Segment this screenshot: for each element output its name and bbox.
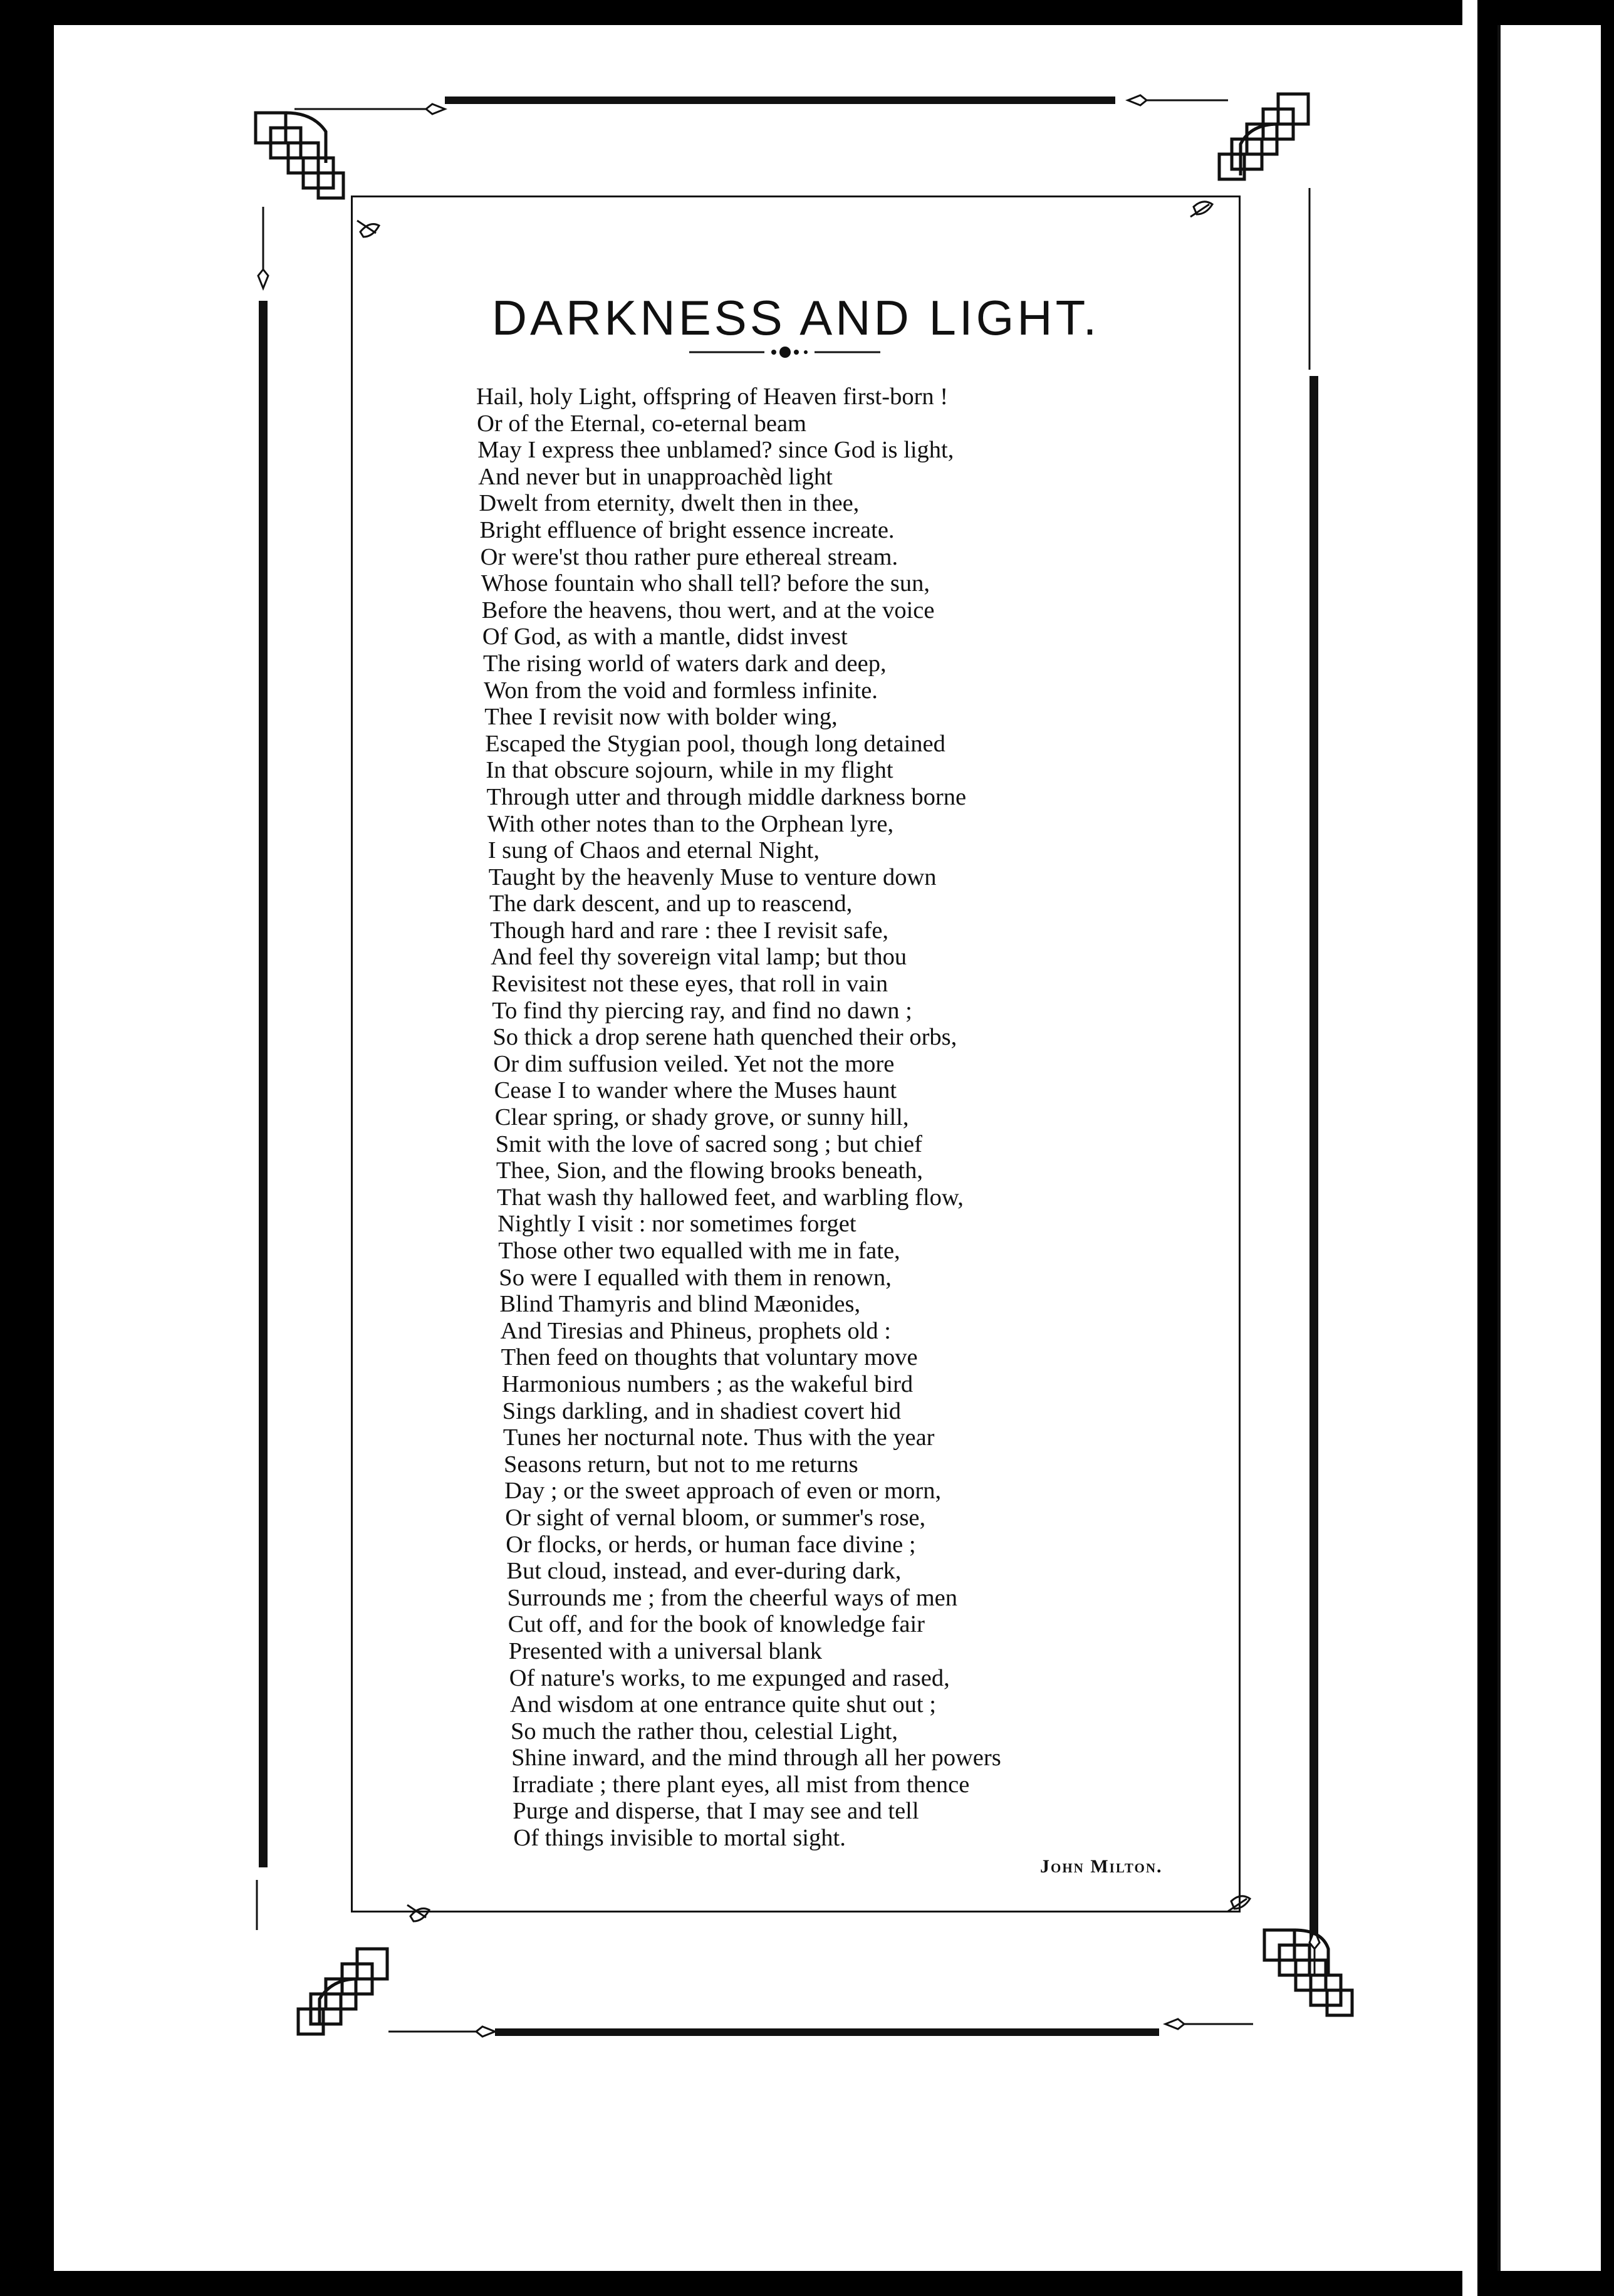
- poem-line: Purge and disperse, that I may see and tell: [513, 1798, 919, 1825]
- poem-line: Nightly I visit : nor sometimes forget: [497, 1211, 856, 1238]
- poem-line: Bright effluence of bright essence increate.: [479, 516, 895, 543]
- poem-line: And Tiresias and Phineus, prophets old :: [500, 1317, 892, 1344]
- poem-line: Taught by the heavenly Muse to venture down: [488, 864, 937, 890]
- poem-line: Or were'st thou rather pure ethereal stream.: [480, 543, 898, 570]
- poem-line: Smit with the love of sacred song ; but chief: [495, 1130, 922, 1157]
- poem-line: Cease I to wander where the Muses haunt: [494, 1077, 897, 1104]
- poem-line: Before the heavens, thou wert, and at the voice: [481, 597, 935, 624]
- bottom-rule: [495, 2028, 1159, 2036]
- poem-line: Won from the void and formless infinite.: [484, 677, 878, 704]
- left-rule: [259, 301, 268, 1867]
- poem-line: I sung of Chaos and eternal Night,: [487, 837, 820, 864]
- poem-line: Escaped the Stygian pool, though long detained: [485, 730, 945, 757]
- poem-line: Or flocks, or herds, or human face divine ;: [506, 1531, 916, 1558]
- poem-line: Dwelt from eternity, dwelt then in thee,: [479, 490, 860, 517]
- poem-title: DARKNESS AND LIGHT.: [491, 290, 1100, 346]
- corner-ornament-bottom-right: [1264, 1930, 1352, 2015]
- poem-line: Seasons return, but not to me returns: [504, 1451, 858, 1478]
- poem-line: With other notes than to the Orphean lyre,: [487, 810, 894, 837]
- corner-ornament-top-right: [1219, 94, 1308, 179]
- poem-line: In that obscure sojourn, while in my flight: [486, 757, 893, 784]
- poem-line: Blind Thamyris and blind Mæonides,: [499, 1291, 861, 1318]
- poem-line: Of things invisible to mortal sight.: [513, 1825, 846, 1852]
- poem-line: And wisdom at one entrance quite shut out ;: [509, 1691, 936, 1718]
- poem-line: Sings darkling, and in shadiest covert hid: [502, 1397, 902, 1424]
- top-rule: [445, 97, 1115, 104]
- poem-line: Thee, Sion, and the flowing brooks beneath,: [496, 1157, 923, 1184]
- poem-line: Through utter and through middle darkness borne: [486, 783, 967, 810]
- poem-line: Thee I revisit now with bolder wing,: [484, 704, 838, 731]
- poem-line: Hail, holy Light, offspring of Heaven first-born !: [476, 384, 949, 410]
- poem-line: Then feed on thoughts that voluntary move: [501, 1344, 918, 1371]
- poem-line: Presented with a universal blank: [508, 1637, 823, 1664]
- poem-line: Or sight of vernal bloom, or summer's rose,: [505, 1504, 926, 1531]
- poem-line: May I express thee unblamed? since God is light,: [477, 437, 954, 464]
- poem-line: So were I equalled with them in renown,: [499, 1264, 892, 1291]
- poem-line: Or of the Eternal, co-eternal beam: [477, 410, 806, 437]
- poem-line: Cut off, and for the book of knowledge fair: [508, 1611, 925, 1638]
- poem-line: Or dim suffusion veiled. Yet not the more: [493, 1050, 895, 1077]
- author-signature: John Milton.: [1040, 1856, 1163, 1877]
- poem-line: To find thy piercing ray, and find no dawn ;: [492, 997, 912, 1024]
- poem-line: Irradiate ; there plant eyes, all mist from thence: [512, 1771, 970, 1798]
- corner-ornament-top-left: [256, 113, 343, 198]
- poem-line: Shine inward, and the mind through all her powers: [511, 1745, 1001, 1772]
- poem-line: Clear spring, or shady grove, or sunny hill,: [494, 1104, 909, 1131]
- poem-line: Revisitest not these eyes, that roll in vain: [491, 971, 888, 998]
- poem-line: And feel thy sovereign vital lamp; but thou: [491, 944, 907, 971]
- poem-line: Harmonious numbers ; as the wakeful bird: [501, 1370, 914, 1397]
- poem-line: And never but in unapproachèd light: [478, 463, 833, 490]
- poem-line: Day ; or the sweet approach of even or morn,: [504, 1478, 942, 1505]
- poem-line: Tunes her nocturnal note. Thus with the year: [502, 1424, 935, 1451]
- poem-body: [476, 384, 1216, 1852]
- poem-line: Whose fountain who shall tell? before the sun,: [481, 570, 930, 597]
- poem-line: The dark descent, and up to reascend,: [489, 890, 853, 917]
- poem-line: Of nature's works, to me expunged and rased,: [509, 1664, 950, 1691]
- poem-line: So thick a drop serene hath quenched their orbs,: [492, 1024, 957, 1051]
- poem-line: Those other two equalled with me in fate,: [498, 1238, 900, 1264]
- corner-ornament-bottom-left: [298, 1949, 387, 2034]
- poem-line: So much the rather thou, celestial Light,: [511, 1718, 898, 1745]
- poem-line: But cloud, instead, and ever-during dark,: [506, 1558, 902, 1585]
- poem-line: Surrounds me ; from the cheerful ways of men: [507, 1584, 957, 1611]
- poem-line: Though hard and rare : thee I revisit safe,: [490, 917, 889, 944]
- right-rule: [1309, 376, 1318, 1943]
- poem-line: The rising world of waters dark and deep,: [483, 650, 887, 677]
- poem-line: Of God, as with a mantle, didst invest: [482, 624, 848, 650]
- poem-line: That wash thy hallowed feet, and warbling flow,: [497, 1184, 964, 1211]
